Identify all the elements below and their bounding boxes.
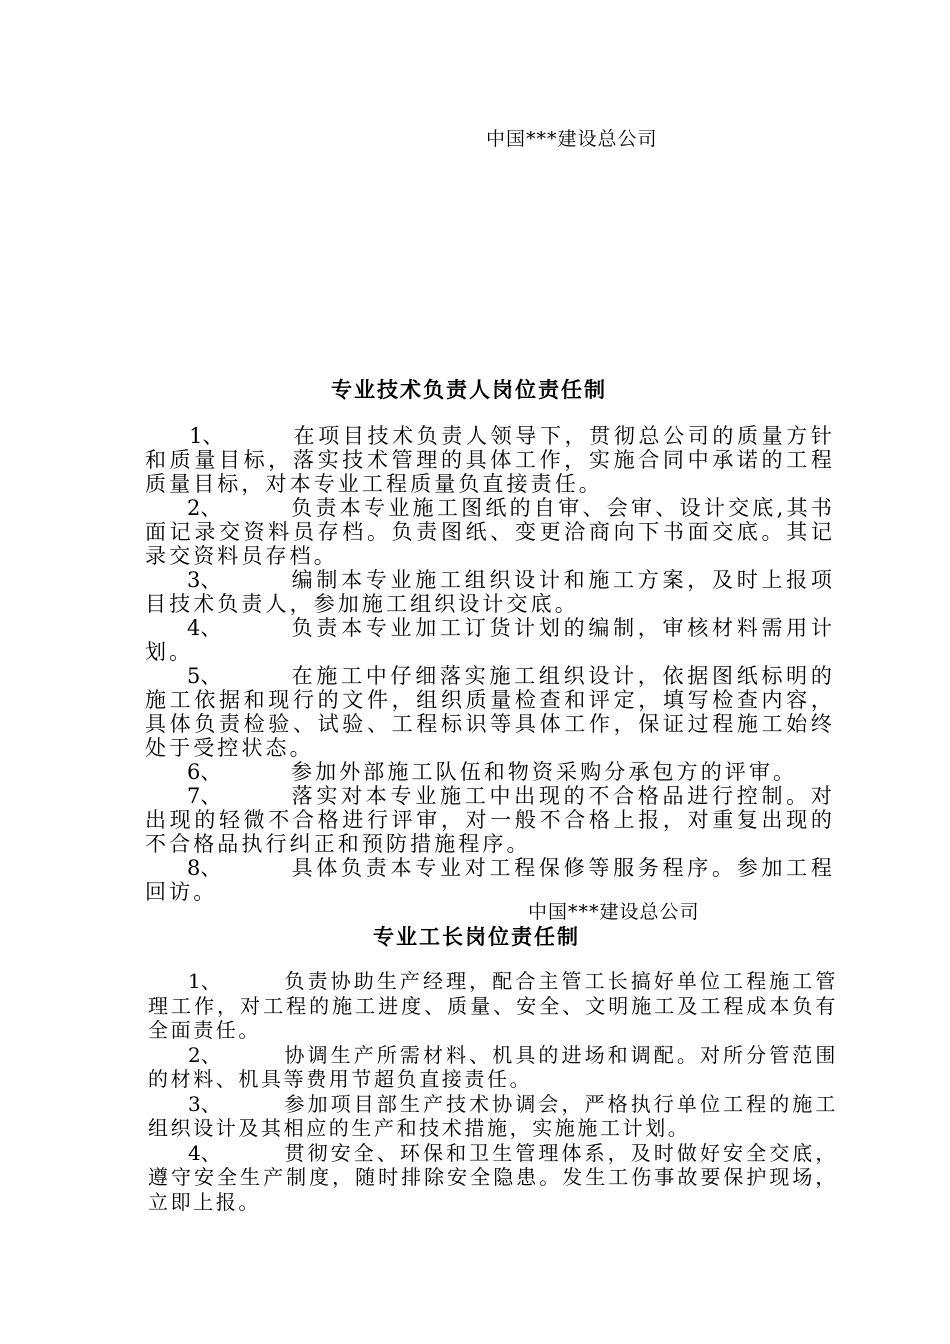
duty-item [148, 1043, 838, 1092]
duty-number: 4、 [188, 1140, 221, 1165]
duty-item [145, 760, 835, 784]
duty-number: 8、 [187, 856, 222, 880]
duty-text: 负责协助生产经理，配合主管工长搞好单位工程施工管理工作，对工程的施工进度、质量、安全、文明施工及工程成本负有全面责任。 [148, 969, 838, 1042]
duty-item [145, 424, 835, 496]
duty-item [148, 969, 838, 1043]
duty-text: 落实对本专业施工中出现的不合格品进行控制。对出现的轻微不合格进行评审，对一般不合格上报，对重复出现的不合格品执行纠正和预防措施程序。 [145, 784, 835, 856]
duty-text: 协调生产所需材料、机具的进场和调配。对所分管范围的材料、机具等费用节超负直接责任。 [148, 1042, 838, 1091]
duty-text: 在项目技术负责人领导下，贯彻总公司的质量方针和质量目标，落实技术管理的具体工作，实施合同中承诺的工程质量目标，对本专业工程质量负直接责任。 [145, 424, 835, 496]
duty-item [148, 1141, 838, 1215]
duty-item [145, 856, 835, 904]
duty-number: 1、 [188, 969, 221, 993]
section-title-technical-lead: 专业技术负责人岗位责任制 [331, 377, 607, 402]
duty-number: 1、 [189, 424, 224, 448]
company-name-footer: 中国***建设总公司 [528, 901, 700, 923]
duty-number: 2、 [187, 496, 222, 520]
section-title-foreman: 专业工长岗位责任制 [373, 924, 580, 949]
duty-item [145, 784, 835, 856]
duty-text: 编制本专业施工组织设计和施工方案，及时上报项目技术负责人，参加施工组织设计交底。 [145, 568, 835, 616]
duty-item [145, 664, 835, 760]
duty-number: 7、 [187, 784, 222, 808]
duty-text: 参加外部施工队伍和物资采购分承包方的评审。 [291, 760, 798, 784]
duty-text: 具体负责本专业对工程保修等服务程序。参加工程回访。 [145, 856, 835, 904]
duty-text: 负责本专业加工订货计划的编制，审核材料需用计划。 [145, 616, 835, 664]
duty-item [148, 1092, 838, 1141]
duty-text: 贯彻安全、环保和卫生管理体系，及时做好安全交底，遵守安全生产制度，随时排除安全隐患。发生工伤事故要保护现场，立即上报。 [148, 1140, 838, 1214]
duty-number: 5、 [187, 664, 222, 688]
section-foreman-duties [148, 969, 838, 1214]
duty-item [145, 568, 835, 616]
section-technical-lead-duties [145, 424, 835, 904]
company-name-header: 中国***建设总公司 [486, 128, 658, 150]
duty-text: 负责本专业施工图纸的自审、会审、设计交底,其书面记录交资料员存档。负责图纸、变更洽商向下书面交底。其记录交资料员存档。 [145, 496, 835, 568]
duty-text: 参加项目部生产技术协调会，严格执行单位工程的施工组织设计及其相应的生产和技术措施，实施施工计划。 [148, 1091, 838, 1140]
duty-number: 6、 [187, 760, 222, 784]
duty-item [145, 496, 835, 568]
duty-text: 在施工中仔细落实施工组织设计，依据图纸标明的施工依据和现行的文件，组织质量检查和评定，填写检查内容，具体负责检验、试验、工程标识等具体工作，保证过程施工始终处于受控状态。 [145, 664, 835, 760]
duty-number: 2、 [188, 1042, 221, 1067]
duty-number: 3、 [187, 568, 222, 592]
duty-number: 4、 [187, 616, 222, 640]
duty-number: 3、 [188, 1091, 221, 1116]
duty-item [145, 616, 835, 664]
